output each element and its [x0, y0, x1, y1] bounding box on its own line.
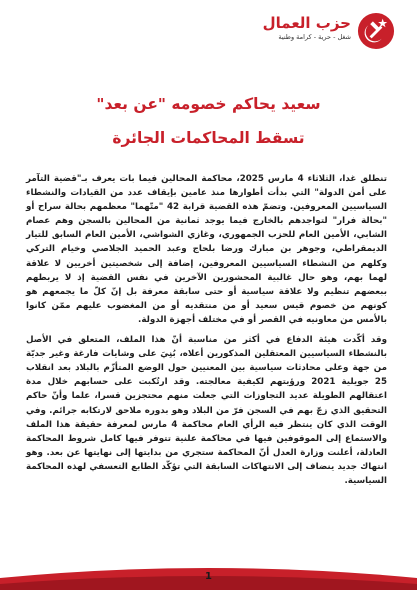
title-block [20, 94, 397, 148]
party-slogan: شغل - حرية - كرامة وطنية [278, 33, 351, 41]
party-name: حزب العمال [262, 14, 351, 32]
brand [263, 14, 351, 42]
hammer-sickle-star-icon [357, 12, 395, 50]
paragraph-1: تنطلق غدا، الثلاثاء 4 مارس 2025، محاكمة المحالين فيما بات يعرف بـ"قضية التآمر على أمن الدولة" التي بدأت أطوارها منذ عامين بإيقاف عدد من القيادات والنشطاء السياسيين المعروفين. وتضمّ هذه القضية قرابة 42 "متّهما" معظمهم بحالة سراح أو "بحالة فرار" لتواجدهم بالخارج فيما يوجد ثمانية من المحالين بالسجن وهم عصام الشابي، الأمين العام للحزب الجمهوري، وغازي الشواشي، الأمين العام السابق للتيار الديمقراطي، وجوهر بن مبارك ورضا بلحاج وعبد الحميد الجلاصي وخيام التركي وكلهم من النشطاء السياسيين المعروفين، إضافة إلى شخصيتين أخريين لا علاقة لهما بهم، وهو حال غالبية المحشورين الآخرين في نفس القضية إذ لا يربطهم ببعضهم تنظيم ولا علاقة سياسية أو حتى سابقة معرفة بل إنّ كلّ ما يجمعهم هو كونهم من خصوم قيس سعيد أو من منتقديه أو من المغضوب عليهم ممّن كانوا بالأمس من معاونيه في القصر أو في مختلف أجهزة الدولة. [26, 174, 387, 325]
article-title: سعيد يحاكم خصومه "عن بعد" [96, 95, 321, 113]
article-body [26, 172, 387, 494]
paragraph-2: وقد أكّدت هيئة الدفاع في أكثر من مناسبة أنّ هذا الملف، المتعلق في الأصل بالنشطاء السياسيين المعتقلين المذكورين أعلاه، بُنِيَ على وشايات فارغة وغير جديّة من جهة وعلى محادثات سياسية بين المعنيين حول الوضع المتأزّم بالبلاد بعد انقلاب 25 جويلية 2021 ورؤيتهم لكيفية معالجته. وقد ارتُكبت على حسابهم خلال مدة اعتقالهم الطويلة عديد التجاوزات التي جعلت منهم محتجزين قسرا، علما وأنّ حاكم التحقيق الذي زجّ بهم في السجن فرّ من البلاد وهو بدوره ملاحق لارتكابه جرائم. وفي الوقت الذي كان ينتظر فيه الرأي العام محاكمة 4 مارس لمعرفة حقيقة هذا الملف والاستماع إلى الموقوفين فيها في محاكمة علنية تتوفر فيها كامل شروط المحاكمة العادلة، أعلنت وزارة العدل أنّ المحاكمة ستجري من بدايتها إلى نهايتها عن بعد. وهو انتهاك جديد ينضاف إلى الانتهاكات السابقة التي تؤكّد الطابع التعسفي لهذه المحاكمة السياسية. [26, 335, 387, 486]
article-subtitle: تسقط المحاكمات الجائرة [112, 129, 305, 147]
page-number: 1 [205, 571, 212, 582]
page-header [235, 12, 395, 58]
